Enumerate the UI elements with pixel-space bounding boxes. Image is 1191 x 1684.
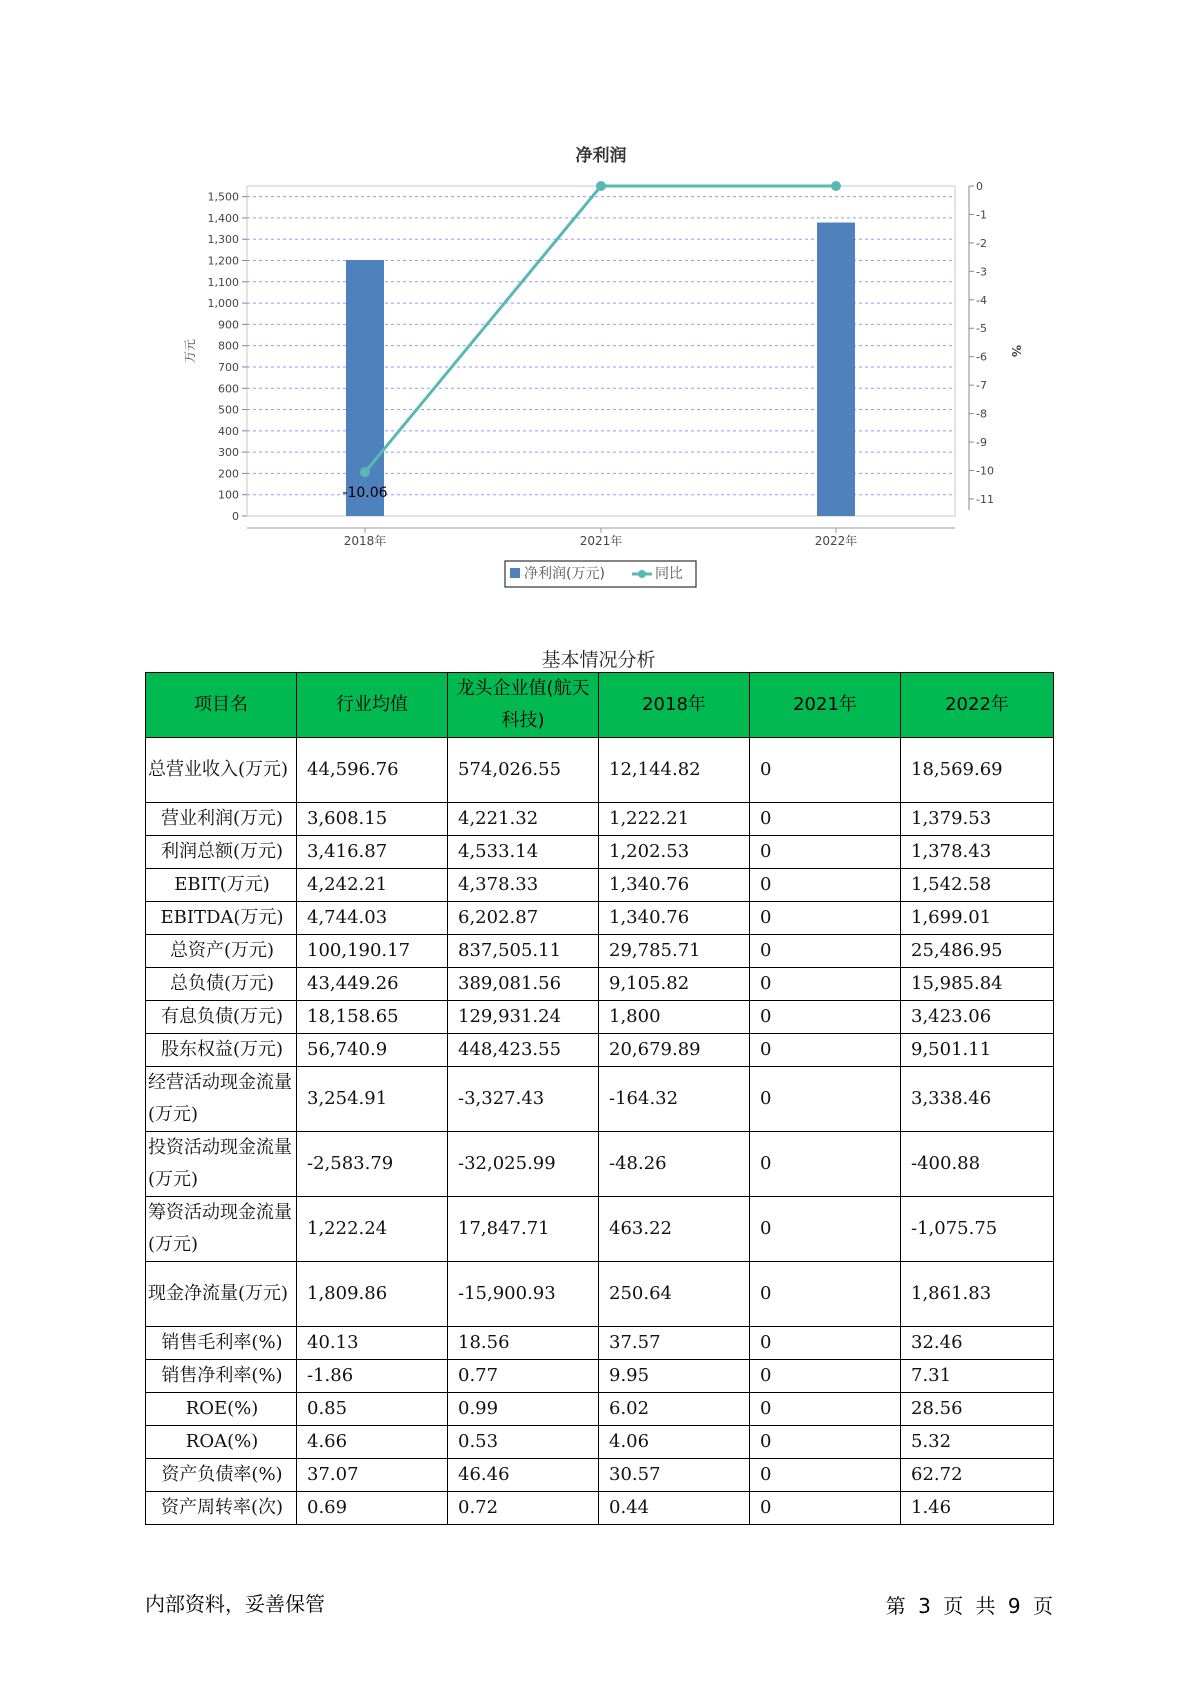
row-cell-value: 32.46 [901, 1327, 1054, 1360]
table-row [146, 803, 1054, 836]
row-cell-value: 56,740.9 [297, 1034, 448, 1067]
row-cell-value: 29,785.71 [599, 935, 750, 968]
row-cell-value: 7.31 [901, 1360, 1054, 1393]
row-cell-value: 9,105.82 [599, 968, 750, 1001]
row-cell-value: -2,583.79 [297, 1132, 448, 1197]
row-item-name: 总营业收入(万元) [146, 738, 297, 803]
table-row [146, 1459, 1054, 1492]
y-tick-label: 600 [218, 382, 239, 396]
row-cell-value: 4,378.33 [448, 869, 599, 902]
row-item-name: 股东权益(万元) [146, 1034, 297, 1067]
y2-tick-label: -9 [976, 436, 987, 450]
row-cell-value: 25,486.95 [901, 935, 1054, 968]
y-tick-label: 0 [232, 510, 239, 523]
y2-tick-label: -2 [976, 236, 987, 250]
row-cell-value: 4.06 [599, 1426, 750, 1459]
row-cell-value: -1,075.75 [901, 1197, 1054, 1262]
y2-axis-title: % [1009, 344, 1023, 358]
table-row [146, 1492, 1054, 1525]
row-cell-value: 6,202.87 [448, 902, 599, 935]
row-cell-value: 0 [750, 1197, 901, 1262]
row-cell-value: 0 [750, 1132, 901, 1197]
row-item-name: 有息负债(万元) [146, 1001, 297, 1034]
x-tick-label: 2021年 [579, 534, 623, 548]
x-tick-label: 2022年 [814, 534, 858, 548]
y-tick-label: 1,400 [207, 211, 239, 225]
line-point-yoy [596, 181, 606, 191]
y-tick-label: 700 [218, 360, 239, 374]
table-row [146, 1034, 1054, 1067]
row-item-name: 筹资活动现金流量(万元) [146, 1197, 297, 1262]
row-cell-value: 3,608.15 [297, 803, 448, 836]
y2-tick-label: -4 [976, 293, 987, 307]
row-cell-value: 17,847.71 [448, 1197, 599, 1262]
row-cell-value: 5.32 [901, 1426, 1054, 1459]
y-tick-label: 800 [218, 339, 239, 353]
y-tick-label: 500 [218, 403, 239, 417]
row-cell-value: 1,379.53 [901, 803, 1054, 836]
table-row [146, 836, 1054, 869]
row-item-name: 资产负债率(%) [146, 1459, 297, 1492]
table-row [146, 902, 1054, 935]
y-axis-title: 万元 [183, 338, 197, 364]
row-cell-value: 0 [750, 902, 901, 935]
row-cell-value: 0 [750, 1327, 901, 1360]
row-cell-value: 12,144.82 [599, 738, 750, 803]
table-caption: 基本情况分析 [541, 649, 656, 671]
row-cell-value: 0.53 [448, 1426, 599, 1459]
row-cell-value: 46.46 [448, 1459, 599, 1492]
row-cell-value: 0 [750, 1459, 901, 1492]
row-cell-value: 1,222.24 [297, 1197, 448, 1262]
row-cell-value: 0 [750, 738, 901, 803]
row-cell-value: 0 [750, 1393, 901, 1426]
row-item-name: 投资活动现金流量(万元) [146, 1132, 297, 1197]
row-cell-value: 0 [750, 1067, 901, 1132]
row-cell-value: 1,340.76 [599, 869, 750, 902]
row-cell-value: 0 [750, 1262, 901, 1327]
row-cell-value: 3,423.06 [901, 1001, 1054, 1034]
y2-tick-label: -11 [976, 492, 994, 506]
row-cell-value: 1,861.83 [901, 1262, 1054, 1327]
table-row [146, 1132, 1054, 1197]
y-tick-label: 1,100 [207, 275, 239, 289]
y-tick-label: 1,500 [207, 190, 239, 204]
row-cell-value: 18,158.65 [297, 1001, 448, 1034]
footer-page-number: 第 3 页 共 9 页 [885, 1594, 1053, 1618]
row-cell-value: 3,338.46 [901, 1067, 1054, 1132]
row-cell-value: 0 [750, 935, 901, 968]
row-cell-value: 1,222.21 [599, 803, 750, 836]
y-tick-label: 1,200 [207, 254, 239, 268]
row-cell-value: 0.77 [448, 1360, 599, 1393]
header-item-name: 项目名 [146, 673, 297, 738]
row-cell-value: 0 [750, 836, 901, 869]
row-cell-value: 4,533.14 [448, 836, 599, 869]
row-item-name: 总资产(万元) [146, 935, 297, 968]
row-cell-value: -32,025.99 [448, 1132, 599, 1197]
row-cell-value: 250.64 [599, 1262, 750, 1327]
row-cell-value: -400.88 [901, 1132, 1054, 1197]
row-cell-value: -1.86 [297, 1360, 448, 1393]
row-cell-value: 4.66 [297, 1426, 448, 1459]
row-cell-value: 15,985.84 [901, 968, 1054, 1001]
y2-tick-label: -7 [976, 379, 987, 393]
row-cell-value: 20,679.89 [599, 1034, 750, 1067]
row-cell-value: 0 [750, 1492, 901, 1525]
row-cell-value: 1,542.58 [901, 869, 1054, 902]
y-tick-label: 1,300 [207, 233, 239, 247]
header-2021: 2021年 [750, 673, 901, 738]
row-item-name: EBIT(万元) [146, 869, 297, 902]
row-cell-value: 0.44 [599, 1492, 750, 1525]
row-item-name: 现金净流量(万元) [146, 1262, 297, 1327]
table-row [146, 1360, 1054, 1393]
y-tick-label: 200 [218, 467, 239, 481]
table-row [146, 1393, 1054, 1426]
row-cell-value: 18,569.69 [901, 738, 1054, 803]
table-row [146, 1262, 1054, 1327]
row-cell-value: 6.02 [599, 1393, 750, 1426]
row-cell-value: 44,596.76 [297, 738, 448, 803]
table-row [146, 935, 1054, 968]
line-point-yoy [831, 181, 841, 191]
table-row [146, 1067, 1054, 1132]
row-cell-value: -48.26 [599, 1132, 750, 1197]
row-cell-value: 129,931.24 [448, 1001, 599, 1034]
row-cell-value: 0.99 [448, 1393, 599, 1426]
row-cell-value: 43,449.26 [297, 968, 448, 1001]
table-row [146, 869, 1054, 902]
row-cell-value: 37.57 [599, 1327, 750, 1360]
net-profit-chart [0, 0, 1191, 600]
row-cell-value: 0 [750, 803, 901, 836]
y-tick-label: 900 [218, 318, 239, 332]
footer-confidential-note: 内部资料，妥善保管 [145, 1592, 325, 1616]
row-cell-value: 1,202.53 [599, 836, 750, 869]
row-cell-value: 30.57 [599, 1459, 750, 1492]
row-cell-value: 0.85 [297, 1393, 448, 1426]
chart-title: 净利润 [575, 146, 627, 166]
row-cell-value: 4,242.21 [297, 869, 448, 902]
row-cell-value: 574,026.55 [448, 738, 599, 803]
row-cell-value: 37.07 [297, 1459, 448, 1492]
y-tick-label: 100 [218, 488, 239, 502]
row-cell-value: 0 [750, 968, 901, 1001]
header-2022: 2022年 [901, 673, 1054, 738]
y2-tick-label: -5 [976, 322, 987, 336]
row-cell-value: 0 [750, 1426, 901, 1459]
row-cell-value: 0.72 [448, 1492, 599, 1525]
row-item-name: EBITDA(万元) [146, 902, 297, 935]
table-row [146, 1426, 1054, 1459]
line-point-yoy [360, 467, 370, 477]
row-item-name: 营业利润(万元) [146, 803, 297, 836]
row-item-name: 销售毛利率(%) [146, 1327, 297, 1360]
y-tick-label: 400 [218, 424, 239, 438]
row-cell-value: 448,423.55 [448, 1034, 599, 1067]
table-row [146, 968, 1054, 1001]
row-cell-value: 463.22 [599, 1197, 750, 1262]
y2-tick-label: -3 [976, 265, 987, 279]
header-leader-value: 龙头企业值(航天科技) [448, 673, 599, 738]
row-item-name: 资产周转率(次) [146, 1492, 297, 1525]
legend-line-marker [638, 570, 646, 578]
basic-analysis-table [145, 672, 1054, 1525]
row-cell-value: -3,327.43 [448, 1067, 599, 1132]
row-cell-value: 62.72 [901, 1459, 1054, 1492]
row-cell-value: 4,744.03 [297, 902, 448, 935]
row-cell-value: 389,081.56 [448, 968, 599, 1001]
row-cell-value: 18.56 [448, 1327, 599, 1360]
row-cell-value: -164.32 [599, 1067, 750, 1132]
x-tick-label: 2018年 [343, 534, 387, 548]
bar-net-profit [346, 260, 384, 516]
legend-bar-swatch [510, 568, 520, 578]
header-2018: 2018年 [599, 673, 750, 738]
row-item-name: 利润总额(万元) [146, 836, 297, 869]
row-cell-value: 0 [750, 869, 901, 902]
chart-svg [0, 0, 1191, 600]
y2-tick-label: 0 [976, 180, 983, 193]
line-yoy [365, 186, 836, 472]
bar-net-profit [817, 223, 855, 516]
y2-tick-label: -6 [976, 350, 987, 364]
row-cell-value: 1,378.43 [901, 836, 1054, 869]
row-cell-value: 0.69 [297, 1492, 448, 1525]
row-cell-value: 1,340.76 [599, 902, 750, 935]
row-item-name: ROA(%) [146, 1426, 297, 1459]
row-cell-value: 9.95 [599, 1360, 750, 1393]
y2-tick-label: -1 [976, 208, 987, 222]
row-cell-value: 4,221.32 [448, 803, 599, 836]
header-industry-avg: 行业均值 [297, 673, 448, 738]
y-tick-label: 1,000 [207, 297, 239, 311]
row-cell-value: 0 [750, 1034, 901, 1067]
row-cell-value: 1,809.86 [297, 1262, 448, 1327]
table-row [146, 1327, 1054, 1360]
row-cell-value: 3,254.91 [297, 1067, 448, 1132]
table-header-row [146, 673, 1054, 738]
row-cell-value: 0 [750, 1001, 901, 1034]
row-cell-value: 1.46 [901, 1492, 1054, 1525]
row-cell-value: 100,190.17 [297, 935, 448, 968]
row-item-name: 销售净利率(%) [146, 1360, 297, 1393]
row-cell-value: 0 [750, 1360, 901, 1393]
y2-tick-label: -10 [976, 464, 994, 478]
y2-tick-label: -8 [976, 407, 987, 421]
legend-label-net-profit: 净利润(万元) [524, 566, 605, 582]
row-cell-value: 9,501.11 [901, 1034, 1054, 1067]
y-tick-label: 300 [218, 446, 239, 460]
row-cell-value: -15,900.93 [448, 1262, 599, 1327]
table-row [146, 1197, 1054, 1262]
row-cell-value: 1,800 [599, 1001, 750, 1034]
row-cell-value: 837,505.11 [448, 935, 599, 968]
row-cell-value: 1,699.01 [901, 902, 1054, 935]
data-label: -10.06 [342, 485, 388, 501]
row-cell-value: 28.56 [901, 1393, 1054, 1426]
row-cell-value: 3,416.87 [297, 836, 448, 869]
legend-label-yoy: 同比 [655, 566, 683, 582]
row-cell-value: 40.13 [297, 1327, 448, 1360]
row-item-name: 总负债(万元) [146, 968, 297, 1001]
table-row [146, 1001, 1054, 1034]
table-row [146, 738, 1054, 803]
row-item-name: 经营活动现金流量(万元) [146, 1067, 297, 1132]
row-item-name: ROE(%) [146, 1393, 297, 1426]
